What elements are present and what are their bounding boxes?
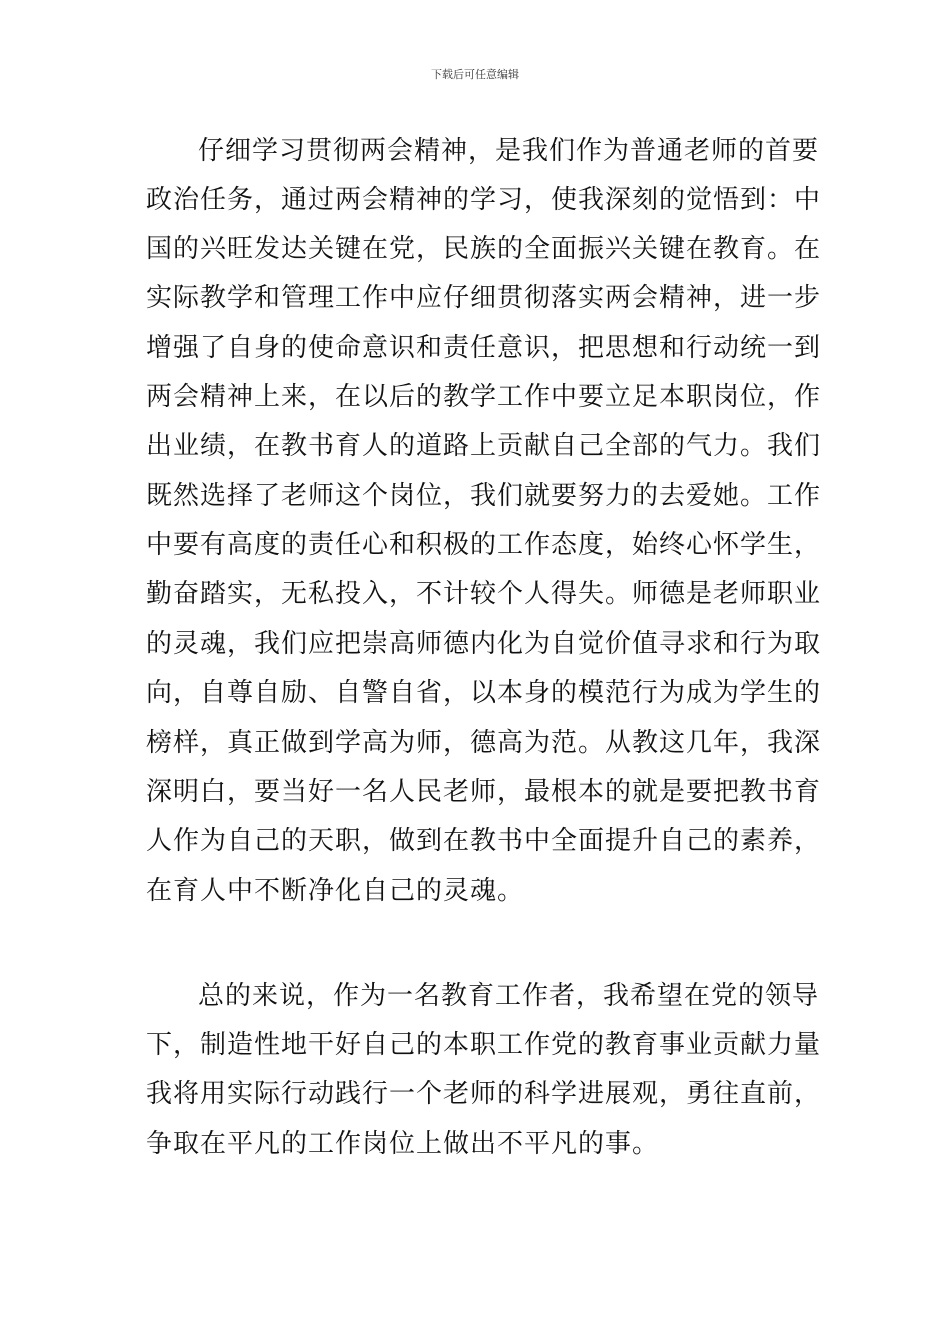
text-line: 勤奋踏实，无私投入，不计较个人得失。师德是老师职业: [146, 579, 822, 609]
text-line: 增强了自身的使命意识和责任意识，把思想和行动统一到: [146, 333, 822, 363]
text-line: 中要有高度的责任心和积极的工作态度，始终心怀学生，: [146, 530, 822, 560]
text-line: 向，自尊自励、自警自省，以本身的模范行为成为学生的: [146, 678, 822, 708]
text-line: 既然选择了老师这个岗位，我们就要努力的去爱她。工作: [146, 481, 822, 511]
text-line: 的灵魂，我们应把崇高师德内化为自觉价值寻求和行为取: [146, 629, 822, 659]
text-line: 深明白，要当好一名人民老师，最根本的就是要把教书育: [146, 777, 822, 807]
text-line: 人作为自己的天职，做到在教书中全面提升自己的素养，: [146, 826, 822, 856]
text-line: 在育人中不断净化自己的灵魂。: [146, 876, 525, 906]
text-line: 国的兴旺发达关键在党，民族的全面振兴关键在教育。在: [146, 234, 822, 264]
text-line: 实际教学和管理工作中应仔细贯彻落实两会精神，进一步: [146, 283, 822, 313]
text-line: 政治任务，通过两会精神的学习，使我深刻的觉悟到：中: [146, 185, 822, 215]
text-line: 下，制造性地干好自己的本职工作党的教育事业贡献力量: [146, 1030, 822, 1060]
text-line: 仔细学习贯彻两会精神，是我们作为普通老师的首要: [198, 136, 820, 166]
text-line: 总的来说，作为一名教育工作者，我希望在党的领导: [198, 981, 820, 1011]
page-header: 下载后可任意编辑: [431, 68, 519, 81]
text-line: 争取在平凡的工作岗位上做出不平凡的事。: [146, 1129, 660, 1159]
text-line: 出业绩，在教书育人的道路上贡献自己全部的气力。我们: [146, 431, 822, 461]
text-line: 榜样，真正做到学高为师，德高为范。从教这几年，我深: [146, 728, 822, 758]
text-line: 两会精神上来，在以后的教学工作中要立足本职岗位，作: [146, 382, 822, 412]
text-line: 我将用实际行动践行一个老师的科学进展观，勇往直前，: [146, 1079, 822, 1109]
